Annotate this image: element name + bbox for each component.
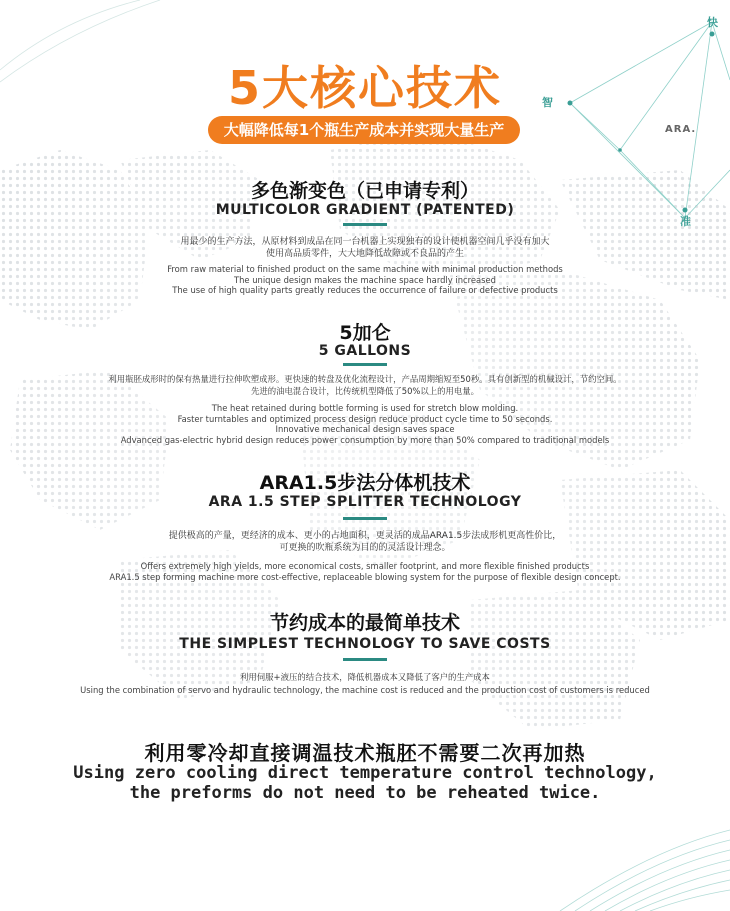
final-text-en: Using zero cooling direct temperature control technology, the preforms do not need to be reheated twice.	[73, 763, 657, 803]
section-2-body-cn: 利用瓶胚成形时的保有热量进行拉伸吹塑成形。更快速的转盘及优化流程设计，产品周期缩短至50秒。具有创新型的机械设计，节约空间。 先进的油电混合设计，比传统机型降低了50%以上的用电量。	[108, 374, 622, 396]
network-label-smart: 智	[542, 96, 553, 109]
section-3-title-cn: ARA1.5步法分体机技术	[259, 472, 471, 494]
section-1-divider	[343, 223, 387, 226]
network-label-fast: 快	[707, 16, 718, 29]
section-4-divider	[343, 658, 387, 661]
ara-logo: ARA.	[665, 124, 697, 135]
section-3-divider	[343, 517, 387, 520]
final-title-cn: 利用零冷却直接调温技术瓶胚不需要二次再加热	[144, 741, 586, 765]
section-2-title-en: 5 GALLONS	[318, 343, 412, 359]
section-3-title-en: ARA 1.5 STEP SPLITTER TECHNOLOGY	[208, 494, 522, 510]
section-4-title-cn: 节约成本的最简单技术	[269, 612, 460, 634]
section-1-title-cn: 多色渐变色（已申请专利）	[250, 180, 479, 202]
section-1-body-cn: 用最少的生产方法，从原材料到成品在同一台机器上实现独有的设计使机器空间几乎没有加大 使用高品质零件，大大地降低故障或不良品的产生	[180, 237, 550, 259]
section-4-body-en: Using the combination of servo and hydraulic technology, the machine cost is reduced and the production cost of customers is reduced	[80, 685, 650, 695]
section-2-divider	[343, 363, 387, 366]
section-2-title-cn: 5加仑	[339, 322, 391, 344]
network-label-accurate: 准	[680, 215, 691, 228]
subtitle-banner: 大幅降低每1个瓶生产成本并实现大量生产	[208, 116, 520, 144]
section-4-title-en: THE SIMPLEST TECHNOLOGY TO SAVE COSTS	[179, 636, 551, 652]
section-3-body-en: Offers extremely high yields, more economical costs, smaller footprint, and more flexible finished products ARA1.5 step forming machine more cost-effective, replaceable blowing system for the purpose of flexible design concept.	[109, 561, 621, 582]
section-1-body-en: From raw material to finished product on the same machine with minimal production methods The unique design makes the machine space hardly increased The use of high quality parts greatly reduces the occurrence of failure or defective products	[167, 264, 563, 295]
section-3-body-cn: 提供极高的产量，更经济的成本、更小的占地面积，更灵活的成品ARA1.5步法成形机更高性价比， 可更换的吹瓶系统为目的的灵活设计理念。	[168, 531, 562, 553]
section-4-body-cn: 利用伺服+液压的结合技术，降低机器成本又降低了客户的生产成本	[240, 672, 490, 682]
page-title: 5大核心技术	[227, 61, 502, 115]
section-2-body-en: The heat retained during bottle forming is used for stretch blow molding. Faster turntables and optimized process design reduce product cycle time to 50 seconds. Innovative mechanical design saves space Advanced gas-electric hybrid design reduces power consumption by more than 50% compared to traditional models	[120, 403, 610, 445]
section-1-title-en: MULTICOLOR GRADIENT (PATENTED)	[215, 202, 515, 218]
